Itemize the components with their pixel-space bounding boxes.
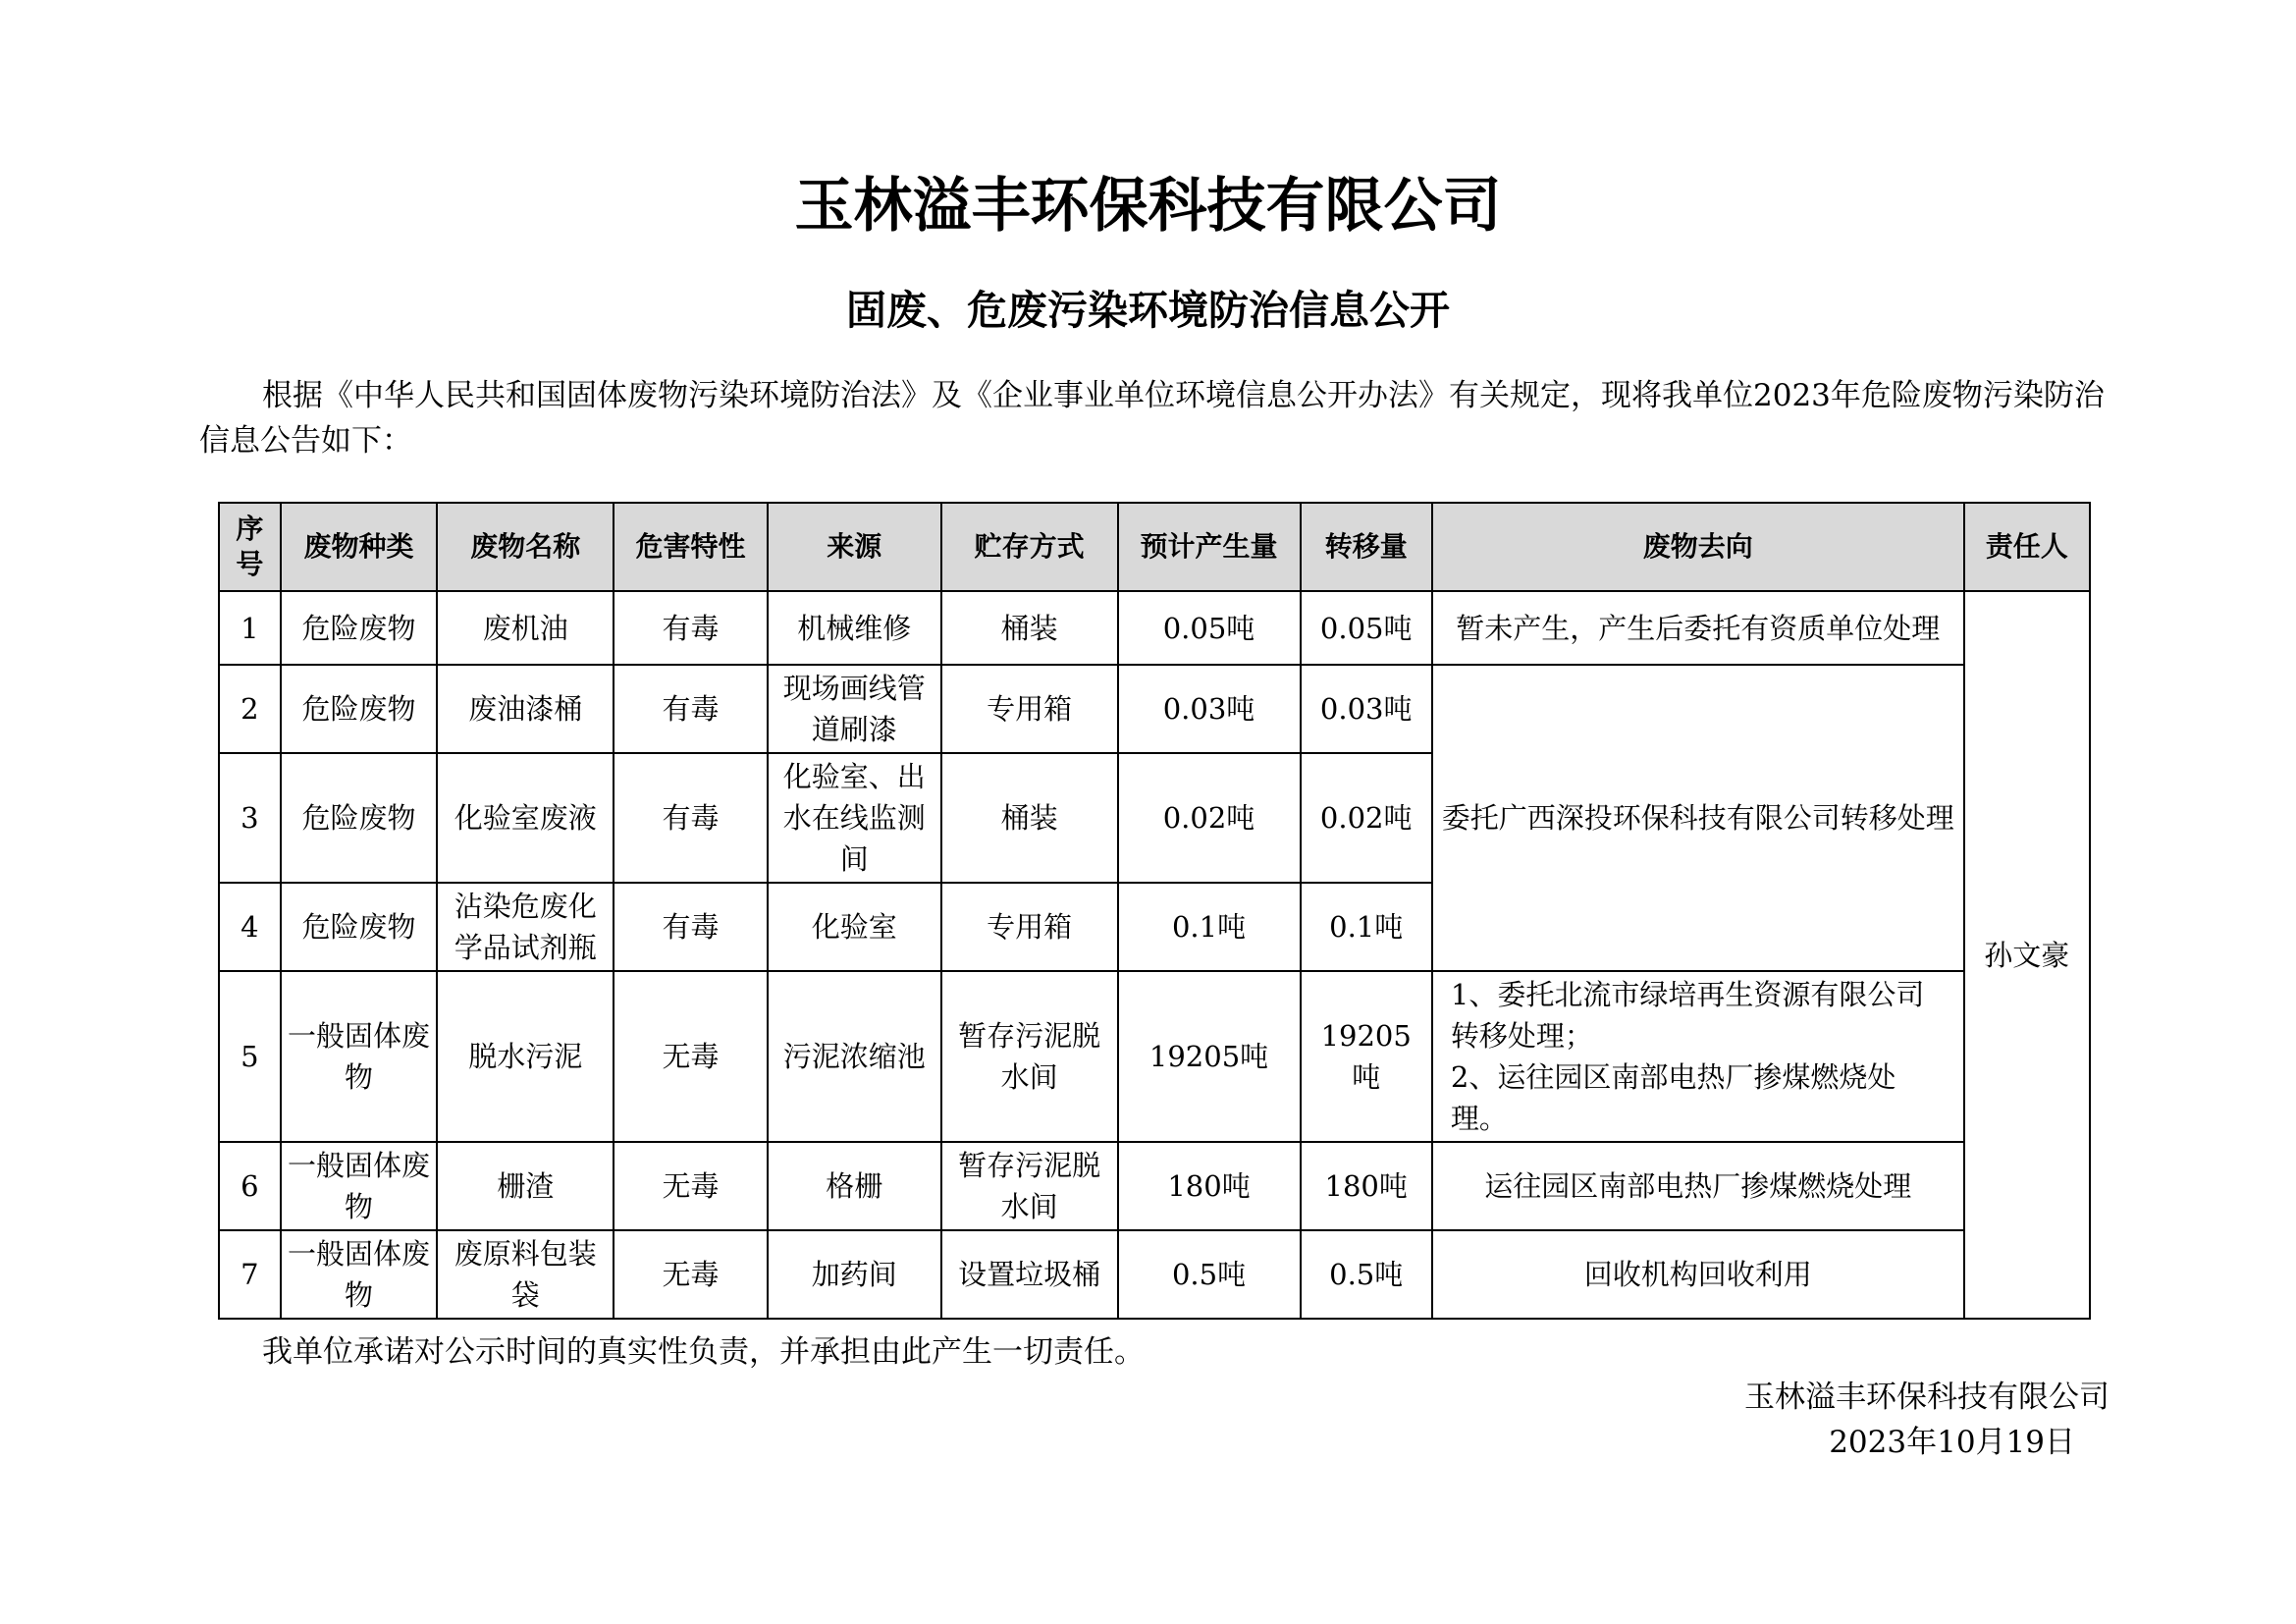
cell-no: 2	[219, 665, 281, 753]
cell-hazard: 有毒	[614, 591, 768, 665]
cell-responsible: 孙文豪	[1964, 591, 2090, 1319]
cell-category: 危险废物	[281, 591, 438, 665]
cell-expected: 0.05吨	[1118, 591, 1301, 665]
cell-name: 沾染危废化学品试剂瓶	[437, 883, 614, 971]
cell-transfer: 0.02吨	[1301, 753, 1432, 883]
cell-source: 化验室	[768, 883, 941, 971]
cell-no: 4	[219, 883, 281, 971]
cell-category: 危险废物	[281, 883, 438, 971]
cell-transfer: 0.05吨	[1301, 591, 1432, 665]
header-responsible: 责任人	[1964, 503, 2090, 591]
intro-paragraph: 根据《中华人民共和国固体废物污染环境防治法》及《企业事业单位环境信息公开办法》有关规定，现将我单位2023年危险废物污染防治信息公告如下：	[199, 378, 2105, 459]
cell-transfer: 0.03吨	[1301, 665, 1432, 753]
cell-expected: 0.02吨	[1118, 753, 1301, 883]
document-title: 玉林溢丰环保科技有限公司	[794, 172, 1502, 241]
cell-expected: 0.1吨	[1118, 883, 1301, 971]
cell-transfer: 180吨	[1301, 1142, 1432, 1230]
cell-transfer: 0.1吨	[1301, 883, 1432, 971]
header-expected: 预计产生量	[1118, 503, 1301, 591]
cell-source: 加药间	[768, 1230, 941, 1319]
cell-name: 废原料包装袋	[437, 1230, 614, 1319]
header-name: 废物名称	[437, 503, 614, 591]
cell-name: 化验室废液	[437, 753, 614, 883]
cell-storage: 设置垃圾桶	[941, 1230, 1118, 1319]
cell-hazard: 无毒	[614, 1142, 768, 1230]
signature-company: 玉林溢丰环保科技有限公司	[1744, 1380, 2109, 1415]
cell-hazard: 无毒	[614, 971, 768, 1142]
header-destination: 废物去向	[1432, 503, 1964, 591]
cell-destination: 运往园区南部电热厂掺煤燃烧处理	[1432, 1142, 1964, 1230]
table-row	[219, 1230, 2090, 1319]
cell-source: 化验室、出水在线监测间	[768, 753, 941, 883]
header-no: 序号	[219, 503, 281, 591]
pledge-statement: 我单位承诺对公示时间的真实性负责，并承担由此产生一切责任。	[262, 1334, 1145, 1370]
cell-source: 污泥浓缩池	[768, 971, 941, 1142]
document-subtitle: 固废、危废污染环境防治信息公开	[846, 287, 1450, 334]
cell-hazard: 有毒	[614, 883, 768, 971]
cell-storage: 专用箱	[941, 883, 1118, 971]
cell-category: 危险废物	[281, 753, 438, 883]
cell-category: 一般固体废物	[281, 1230, 438, 1319]
header-hazard: 危害特性	[614, 503, 768, 591]
cell-expected: 0.5吨	[1118, 1230, 1301, 1319]
cell-source: 格栅	[768, 1142, 941, 1230]
cell-expected: 19205吨	[1118, 971, 1301, 1142]
cell-transfer: 0.5吨	[1301, 1230, 1432, 1319]
cell-storage: 桶装	[941, 753, 1118, 883]
header-transfer: 转移量	[1301, 503, 1432, 591]
cell-name: 脱水污泥	[437, 971, 614, 1142]
cell-source: 机械维修	[768, 591, 941, 665]
header-storage: 贮存方式	[941, 503, 1118, 591]
header-category: 废物种类	[281, 503, 438, 591]
cell-destination: 暂未产生，产生后委托有资质单位处理	[1432, 591, 1964, 665]
cell-no: 5	[219, 971, 281, 1142]
header-source: 来源	[768, 503, 941, 591]
cell-expected: 0.03吨	[1118, 665, 1301, 753]
cell-no: 3	[219, 753, 281, 883]
cell-destination: 回收机构回收利用	[1432, 1230, 1964, 1319]
cell-name: 废机油	[437, 591, 614, 665]
table-row	[219, 1142, 2090, 1230]
cell-name: 栅渣	[437, 1142, 614, 1230]
cell-hazard: 有毒	[614, 753, 768, 883]
destination-line: 2、运往园区南部电热厂掺煤燃烧处理。	[1450, 1060, 1896, 1135]
cell-hazard: 有毒	[614, 665, 768, 753]
destination-line: 1、委托北流市绿培再生资源有限公司转移处理；	[1450, 978, 1925, 1053]
cell-no: 7	[219, 1230, 281, 1319]
cell-source: 现场画线管道刷漆	[768, 665, 941, 753]
signature-date: 2023年10月19日	[1829, 1425, 2075, 1460]
cell-storage: 专用箱	[941, 665, 1118, 753]
cell-destination	[1432, 971, 1964, 1142]
table-header-row	[219, 503, 2090, 591]
cell-name: 废油漆桶	[437, 665, 614, 753]
cell-category: 一般固体废物	[281, 1142, 438, 1230]
cell-storage: 暂存污泥脱水间	[941, 1142, 1118, 1230]
cell-storage: 桶装	[941, 591, 1118, 665]
waste-info-table	[218, 502, 2091, 1320]
cell-no: 1	[219, 591, 281, 665]
cell-no: 6	[219, 1142, 281, 1230]
cell-category: 危险废物	[281, 665, 438, 753]
cell-hazard: 无毒	[614, 1230, 768, 1319]
table-row	[219, 591, 2090, 665]
cell-category: 一般固体废物	[281, 971, 438, 1142]
table-row	[219, 971, 2090, 1142]
cell-expected: 180吨	[1118, 1142, 1301, 1230]
cell-transfer: 19205吨	[1301, 971, 1432, 1142]
cell-storage: 暂存污泥脱水间	[941, 971, 1118, 1142]
cell-destination: 委托广西深投环保科技有限公司转移处理	[1432, 665, 1964, 971]
table-row	[219, 665, 2090, 753]
